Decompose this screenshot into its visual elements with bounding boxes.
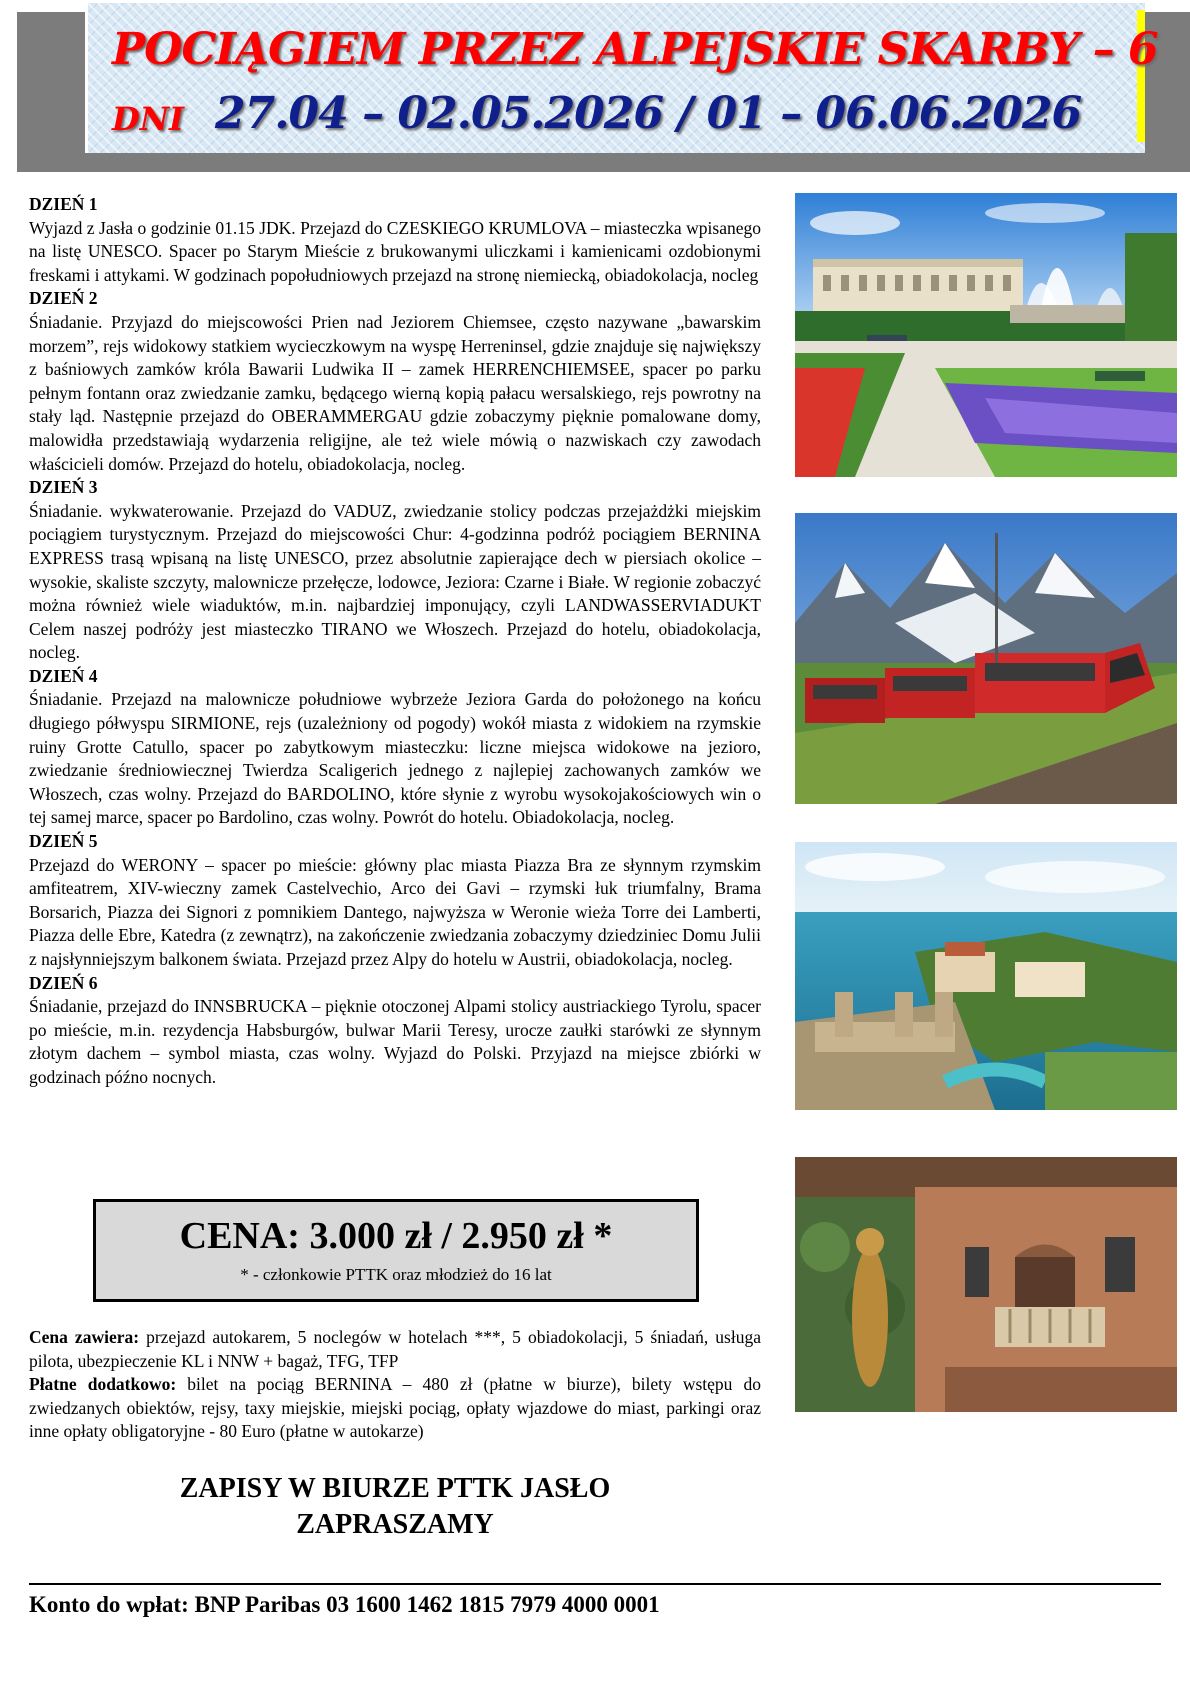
- signup-block: [29, 1471, 761, 1543]
- day-description: Przejazd do WERONY – spacer po mieście: główny plac miasta Piazza Bra ze słynnym rzymskim amfiteatrem, XIV-wieczny zamek Castelvechio, Arco dei Gavi – rzymski łuk triumfalny, Brama Borsarich, Piazza dei Signori z pomnikiem Dantego, najwyższa w Weronie wieża Torre dei Lamberti, Piazza delle Ebre, Katedra (z zewnątrz), na zakończenie zwiedzania zobaczymy dziedziniec Domu Julii z najsłynniejszym balkonem świata. Przejazd przez Alpy do hotelu w Austrii, obiadokolacja, nocleg.: [29, 854, 761, 969]
- day-block: [29, 287, 761, 476]
- day-description: Śniadanie. Przyjazd do miejscowości Prien nad Jeziorem Chiemsee, często nazywane „bawarskim morzem”, rejs widokowy statkiem wycieczkowym na wyspę Herreninsel, gdzie znajduje się największy z baśniowych zamków króla Bawarii Ludwika II – zamek HERRENCHIEMSEE, spacer po parku pełnym fontann oraz zwiedzanie zamku, będącego wierną kopią pałacu wersalskiego, rejs powrotny na stały ląd. Następnie przejazd do OBERAMMERGAU gdzie zobaczymy pięknie pomalowane domy, malowidła przedstawiają wydarzenia religijne, ale też wiele mówią o nazwiskach czy zawodach właścicieli domów. Przejazd do hotelu, obiadokolacja, nocleg.: [29, 311, 761, 474]
- day-block: [29, 193, 761, 287]
- day-block: [29, 665, 761, 830]
- day-title: DZIEŃ 4: [29, 665, 98, 686]
- extra-label: Płatne dodatkowo:: [29, 1374, 177, 1395]
- footer-divider: [29, 1583, 1161, 1585]
- day-description: Śniadanie, przejazd do INNSBRUCKA – pięknie otoczonej Alpami stolicy austriackiego Tyrolu, spacer po mieście, m.in. rezydencja Habsburgów, bulwar Marii Teresy, urocze zaułki starówki ze słynnym złotym dachem – symbol miasta, czas wolny. Wyjazd do Polski. Przyjazd na miejsce zbiórki w godzinach późno nocnych.: [29, 996, 761, 1087]
- day-block: [29, 830, 761, 972]
- price-details: [29, 1326, 761, 1444]
- day-title: DZIEŃ 5: [29, 831, 98, 852]
- trip-dates: 27.04 – 02.05.2026 / 01 – 06.06.2026: [215, 88, 1082, 139]
- herrenchiemsee-palace-photo: [795, 193, 1177, 477]
- bank-account: Konto do wpłat: BNP Paribas 03 1600 1462 1815 7979 4000 0001: [29, 1592, 660, 1617]
- day-block: [29, 972, 761, 1090]
- signup-line: ZAPISY W BIURZE PTTK JASŁO: [179, 1473, 611, 1504]
- price-value: CENA: 3.000 zł / 2.950 zł *: [179, 1215, 613, 1257]
- day-title: DZIEŃ 3: [29, 477, 98, 498]
- includes-text: przejazd autokarem, 5 noclegów w hotelach ***, 5 obiadokolacji, 5 śniadań, usługa pilota, ubezpieczenie KL i NNW + bagaż, TFG, TFP: [29, 1327, 761, 1371]
- price-box: [93, 1199, 699, 1302]
- day-title: DZIEŃ 2: [29, 288, 98, 309]
- day-title: DZIEŃ 1: [29, 194, 98, 214]
- day-description: Wyjazd z Jasła o godzinie 01.15 JDK. Przejazd do CZESKIEGO KRUMLOVA – miasteczka wpisanego na listę UNESCO. Spacer po Starym Mieście z brukowanymi uliczkami i kamienicami ozdobionymi freskami i attykami. W godzinach popołudniowych przejazd na stronę niemiecką, obiadokolacja, nocleg: [29, 217, 761, 285]
- day-description: Śniadanie. Przejazd na malownicze południowe wybrzeże Jeziora Garda do położonego na końcu długiego półwyspu SIRMIONE, rejs (uzależniony od pogody) wokół miasta z widokiem na rzymskie ruiny Grotte Catullo, spacer po zabytkowym miasteczku: liczne miejsca widokowe na jezioro, zwiedzanie średniowiecznej Twierdza Scaligerich jednego z najlepiej zachowanych zamków we Włoszech, czas wolny. Przejazd do BARDOLINO, które słynie z wyrobu wysokojakościowych win o tej samej marce, spacer po Bardolino, czas wolny. Powrót do hotelu. Obiadokolacja, nocleg.: [29, 689, 761, 828]
- includes-label: Cena zawiera:: [29, 1327, 140, 1347]
- day-description: Śniadanie. wykwaterowanie. Przejazd do VADUZ, zwiedzanie stolicy podczas przejażdżki miejskim pociągiem turystycznym. Przejazd do miejscowości Chur: 4-godzinna podróż pociągiem BERNINA EXPRESS trasą wpisaną na listę UNESCO, przez absolutnie zapierające dech w piersiach okolice – wysokie, skaliste szczyty, malownicze przełęcze, lodowce, Jeziora: Czarne i Białe. W regionie zobaczyć można również wiele wiaduktów, m.in. najbardziej imponujący, czyli LANDWASSERVIADUKT Celem naszej podróży jest miasteczko TIRANO we Włoszech. Przejazd do hotelu, obiadokolacja, nocleg.: [29, 500, 761, 663]
- days-label: DNI: [112, 100, 184, 138]
- includes-paragraph: [29, 1326, 761, 1373]
- day-title: DZIEŃ 6: [29, 972, 98, 993]
- trip-title: POCIĄGIEM PRZEZ ALPEJSKIE SKARBY – 6: [112, 24, 1158, 75]
- bernina-express-photo: [795, 513, 1177, 804]
- day-block: [29, 476, 761, 665]
- sirmione-lake-photo: [795, 842, 1177, 1110]
- extra-paragraph: [29, 1373, 761, 1444]
- invite-line: ZAPRASZAMY: [296, 1509, 494, 1540]
- extra-text: bilet na pociąg BERNINA – 480 zł (płatne w biurze), bilety wstępu do zwiedzanych obiektów, rejsy, taxy miejskie, miejski pociąg, opłaty wjazdowe do miast, parkingi oraz inne opłaty obligatoryjne - 80 Euro (płatne w autokarze): [29, 1374, 761, 1442]
- price-note: * - członkowie PTTK oraz młodzież do 16 lat: [240, 1265, 552, 1284]
- verona-juliet-house-photo: [795, 1157, 1177, 1412]
- itinerary: [29, 193, 761, 1090]
